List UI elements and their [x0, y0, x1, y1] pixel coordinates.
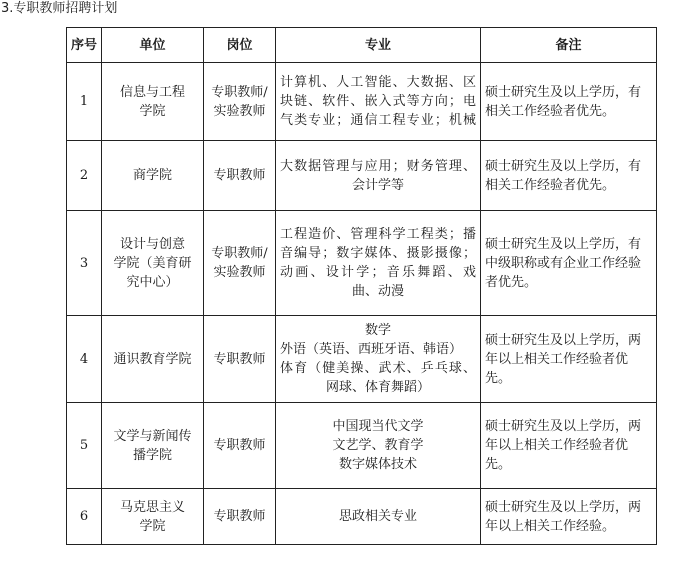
header-post: 岗位 — [204, 28, 276, 63]
cell-line: 文艺学、教育学 — [332, 438, 424, 453]
cell-line: 思政相关专业 — [338, 509, 417, 524]
cell-no: 5 — [67, 403, 102, 489]
cell-line: 文学与新闻传 — [113, 428, 192, 444]
cell-note — [481, 316, 657, 403]
cell-line: 气类专业；通信工程专业；机械 — [280, 113, 476, 128]
cell-no: 3 — [67, 211, 102, 316]
cell-line: 专职教师 — [213, 438, 266, 453]
cell-note — [481, 211, 657, 316]
cell-line: 会计学等 — [351, 177, 404, 193]
cell-major — [276, 63, 481, 141]
cell-line: 数学 — [364, 323, 391, 338]
cell-unit — [102, 63, 204, 141]
table-row — [67, 489, 657, 545]
cell-no: 1 — [67, 63, 102, 141]
header-no: 序号 — [67, 28, 102, 63]
cell-line: 网球、体育舞蹈） — [325, 380, 430, 395]
cell-line: 专职教师/ — [211, 246, 268, 261]
cell-unit — [102, 489, 204, 545]
cell-line: 硕士研究生及以上学历，有 — [485, 84, 642, 100]
header-note: 备注 — [481, 28, 657, 63]
cell-no: 6 — [67, 489, 102, 545]
cell-post — [204, 211, 276, 316]
cell-unit — [102, 403, 204, 489]
cell-line: 大数据管理与应用；财务管理、 — [280, 158, 476, 174]
cell-line: 商学院 — [132, 168, 172, 183]
cell-line: 先。 — [485, 457, 512, 472]
table-body — [67, 63, 657, 545]
cell-line: 工程造价、管理科学工程类；播 — [280, 227, 476, 242]
cell-post — [204, 63, 276, 141]
table-header-row — [67, 28, 657, 63]
cell-line: 者优先。 — [485, 274, 538, 290]
cell-line: 相关工作经验者优先。 — [485, 177, 616, 193]
cell-line: 信息与工程 — [119, 84, 185, 100]
cell-line: 曲、动漫 — [351, 284, 404, 299]
cell-line: 年以上相关工作经验者优 — [485, 351, 629, 367]
cell-line: 实验教师 — [213, 103, 266, 119]
cell-line: 计算机、人工智能、大数据、区 — [280, 75, 476, 90]
cell-line: 通识教育学院 — [113, 351, 192, 367]
cell-note — [481, 63, 657, 141]
cell-unit — [102, 141, 204, 211]
cell-line: 学院 — [139, 518, 166, 534]
cell-line: 先。 — [485, 370, 512, 386]
cell-note — [481, 141, 657, 211]
cell-line: 专职教师/ — [211, 84, 268, 100]
cell-line: 实验教师 — [213, 265, 266, 280]
cell-line: 中级职称或有企业工作经验 — [485, 255, 642, 271]
cell-line: 专职教师 — [213, 509, 266, 524]
cell-line: 年以上相关工作经验者优 — [485, 438, 629, 453]
table-row — [67, 403, 657, 489]
table-row — [67, 316, 657, 403]
cell-line: 块链、软件、嵌入式等方向；电 — [280, 94, 476, 109]
cell-line: 学院（美育研 — [113, 255, 192, 271]
cell-line: 硕士研究生及以上学历，两 — [485, 499, 642, 515]
table-row — [67, 141, 657, 211]
table-row — [67, 63, 657, 141]
section-heading: 3.专职教师招聘计划 — [1, 1, 118, 16]
cell-line: 硕士研究生及以上学历，两 — [485, 419, 642, 434]
cell-line: 音编导；数字媒体、摄影摄像； — [280, 246, 476, 261]
header-unit: 单位 — [102, 28, 204, 63]
cell-post — [204, 403, 276, 489]
cell-major — [276, 316, 481, 403]
cell-post — [204, 489, 276, 545]
cell-line: 硕士研究生及以上学历，两 — [485, 332, 642, 348]
cell-line: 相关工作经验者优先。 — [485, 103, 616, 119]
cell-line: 马克思主义 — [119, 499, 185, 515]
cell-line: 中国现当代文学 — [332, 419, 424, 434]
cell-line: 究中心） — [126, 274, 179, 290]
recruitment-plan-table — [66, 27, 657, 545]
cell-line: 播学院 — [132, 447, 172, 463]
cell-no: 2 — [67, 141, 102, 211]
cell-line: 外语（英语、西班牙语、韩语） — [280, 342, 463, 357]
cell-line: 动画、设计学；音乐舞蹈、戏 — [280, 265, 476, 280]
cell-unit — [102, 211, 204, 316]
cell-major — [276, 489, 481, 545]
cell-line: 学院 — [139, 103, 166, 119]
cell-line: 设计与创意 — [119, 236, 185, 252]
cell-line: 硕士研究生及以上学历，有 — [485, 158, 642, 174]
cell-note — [481, 489, 657, 545]
header-major: 专业 — [276, 28, 481, 63]
cell-note — [481, 403, 657, 489]
cell-no: 4 — [67, 316, 102, 403]
cell-line: 体育（健美操、武术、乒乓球、 — [280, 361, 476, 376]
cell-line: 数字媒体技术 — [338, 457, 417, 472]
cell-line: 年以上相关工作经验。 — [485, 518, 616, 534]
table-row — [67, 211, 657, 316]
cell-post — [204, 141, 276, 211]
cell-line: 硕士研究生及以上学历，有 — [485, 236, 642, 252]
cell-unit — [102, 316, 204, 403]
cell-line: 专职教师 — [213, 351, 266, 367]
cell-post — [204, 316, 276, 403]
cell-major — [276, 141, 481, 211]
cell-line: 专职教师 — [213, 168, 266, 183]
cell-major — [276, 211, 481, 316]
cell-major — [276, 403, 481, 489]
